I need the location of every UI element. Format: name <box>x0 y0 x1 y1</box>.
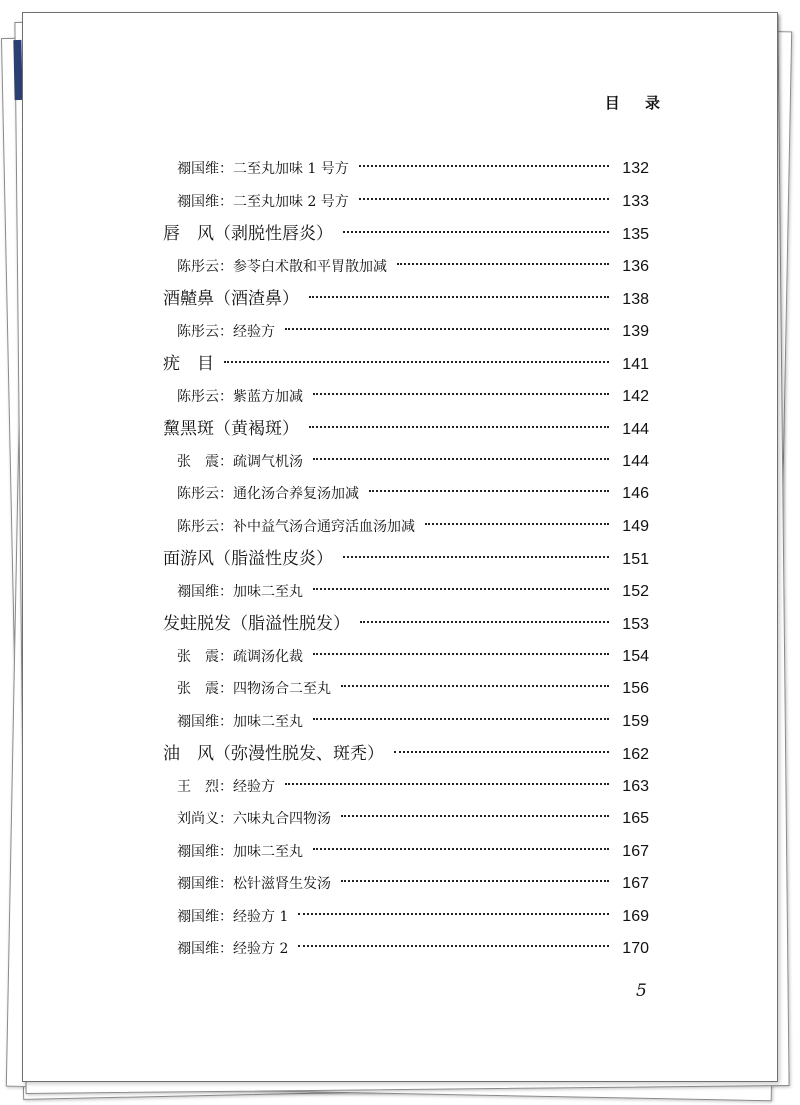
toc-entry-title: 张 震：疏调汤化裁 <box>177 648 303 665</box>
toc-entry-title: 禤国维：加味二至丸 <box>177 713 303 730</box>
toc-entry-title: 陈彤云：经验方 <box>177 323 275 340</box>
toc-entry[interactable] <box>163 771 649 804</box>
toc-entry[interactable] <box>163 641 649 674</box>
dot-leader <box>313 653 609 655</box>
toc-entry-page: 132 <box>622 160 649 177</box>
dot-leader <box>285 783 609 785</box>
toc-entry[interactable] <box>163 283 649 316</box>
dot-leader <box>285 328 609 330</box>
toc-entry-page: 152 <box>622 582 649 600</box>
toc-entry[interactable] <box>163 706 649 739</box>
toc-entry-title: 王 烈：经验方 <box>177 778 275 795</box>
toc-entry-title: 黧黑斑（黄褐斑） <box>163 419 299 439</box>
toc-entry-title: 陈彤云：补中益气汤合通窍活血汤加减 <box>177 518 415 535</box>
toc-entry-title: 陈彤云：紫蓝方加减 <box>177 388 303 405</box>
page-number: 5 <box>636 981 647 1001</box>
dot-leader <box>313 458 609 460</box>
dot-leader <box>313 848 609 850</box>
toc-entry-page: 167 <box>622 842 649 860</box>
toc-entry-page: 142 <box>622 387 649 405</box>
toc-entry-title: 禤国维：加味二至丸 <box>177 843 303 860</box>
toc-entry[interactable] <box>163 738 649 771</box>
dot-leader <box>394 751 609 753</box>
dot-leader <box>313 588 609 590</box>
toc-entry[interactable] <box>163 933 649 966</box>
toc-entry-title: 陈彤云：通化汤合养复汤加减 <box>177 486 359 502</box>
toc-entry-page: 159 <box>622 712 649 730</box>
toc-entry[interactable] <box>163 673 649 706</box>
toc-entry-title: 禤国维：二至丸加味 2 号方 <box>177 193 349 210</box>
toc-entry[interactable] <box>163 511 649 544</box>
toc-entry-page: 139 <box>622 322 649 340</box>
toc-entry-page: 156 <box>622 680 649 697</box>
toc-entry-page: 141 <box>622 356 649 373</box>
toc-entry[interactable] <box>163 836 649 869</box>
dot-leader <box>341 685 609 687</box>
toc-entry-title: 禤国维：加味二至丸 <box>177 583 303 600</box>
toc-entry-title: 唇 风（剥脱性唇炎） <box>163 224 333 244</box>
toc-entry-page: 144 <box>622 452 649 470</box>
dot-leader <box>397 263 609 265</box>
dot-leader <box>369 490 609 492</box>
toc-entry-page: 162 <box>622 746 649 763</box>
toc-entry-page: 146 <box>622 485 649 502</box>
toc-entry[interactable] <box>163 413 649 446</box>
toc-entry-title: 禤国维：二至丸加味 1 号方 <box>177 161 349 177</box>
toc-entry-page: 163 <box>622 777 649 795</box>
toc-entry-page: 169 <box>622 907 649 925</box>
toc-entry-title: 张 震：四物汤合二至丸 <box>177 681 331 697</box>
toc-entry-page: 154 <box>622 647 649 665</box>
dot-leader <box>359 198 609 200</box>
dot-leader <box>359 165 609 167</box>
dot-leader <box>343 231 609 233</box>
toc-entry-title: 禤国维：经验方 2 <box>177 941 289 957</box>
toc-entry-page: 138 <box>622 291 649 308</box>
toc-entry-page: 153 <box>622 616 649 633</box>
toc-entry[interactable] <box>163 901 649 934</box>
toc-entry[interactable] <box>163 576 649 609</box>
toc-entry-page: 167 <box>622 875 649 892</box>
toc-entry-title: 面游风（脂溢性皮炎） <box>163 549 333 569</box>
toc-entry[interactable] <box>163 251 649 284</box>
toc-entry-page: 149 <box>622 517 649 535</box>
toc-entry-page: 170 <box>622 940 649 957</box>
dot-leader <box>309 426 609 428</box>
toc-entry[interactable] <box>163 218 649 251</box>
dot-leader <box>313 393 609 395</box>
toc-entry-page: 133 <box>622 192 649 210</box>
dot-leader <box>360 621 609 623</box>
dot-leader <box>341 880 609 882</box>
toc-entry-title: 陈彤云：参苓白术散和平胃散加减 <box>177 258 387 275</box>
toc-entry[interactable] <box>163 348 649 381</box>
dot-leader <box>224 361 609 363</box>
toc-entry-title: 刘尚义：六味丸合四物汤 <box>177 811 331 827</box>
page-header-title: 目 录 <box>604 94 670 112</box>
table-of-contents <box>163 153 649 966</box>
toc-entry[interactable] <box>163 153 649 186</box>
toc-entry[interactable] <box>163 608 649 641</box>
toc-entry[interactable] <box>163 316 649 349</box>
toc-entry-page: 136 <box>622 257 649 275</box>
toc-entry-page: 144 <box>622 421 649 438</box>
toc-entry-title: 疣 目 <box>163 354 214 374</box>
toc-entry[interactable] <box>163 543 649 576</box>
dot-leader <box>298 913 609 915</box>
toc-entry[interactable] <box>163 478 649 511</box>
toc-entry-title: 禤国维：经验方 1 <box>177 908 289 925</box>
toc-entry-title: 禤国维：松针滋肾生发汤 <box>177 876 331 892</box>
toc-entry-page: 135 <box>622 226 649 243</box>
toc-entry-title: 张 震：疏调气机汤 <box>177 453 303 470</box>
toc-entry[interactable] <box>163 868 649 901</box>
toc-entry-page: 165 <box>622 810 649 827</box>
dot-leader <box>343 556 609 558</box>
toc-entry[interactable] <box>163 186 649 219</box>
dot-leader <box>341 815 609 817</box>
dot-leader <box>309 296 609 298</box>
toc-entry-title: 发蛀脱发（脂溢性脱发） <box>163 614 350 634</box>
toc-entry-page: 151 <box>622 551 649 568</box>
toc-entry[interactable] <box>163 446 649 479</box>
toc-entry[interactable] <box>163 803 649 836</box>
toc-entry[interactable] <box>163 381 649 414</box>
toc-entry-title: 油 风（弥漫性脱发、斑秃） <box>163 744 384 764</box>
dot-leader <box>313 718 609 720</box>
dot-leader <box>298 945 609 947</box>
toc-entry-title: 酒齄鼻（酒渣鼻） <box>163 289 299 309</box>
dot-leader <box>425 523 609 525</box>
